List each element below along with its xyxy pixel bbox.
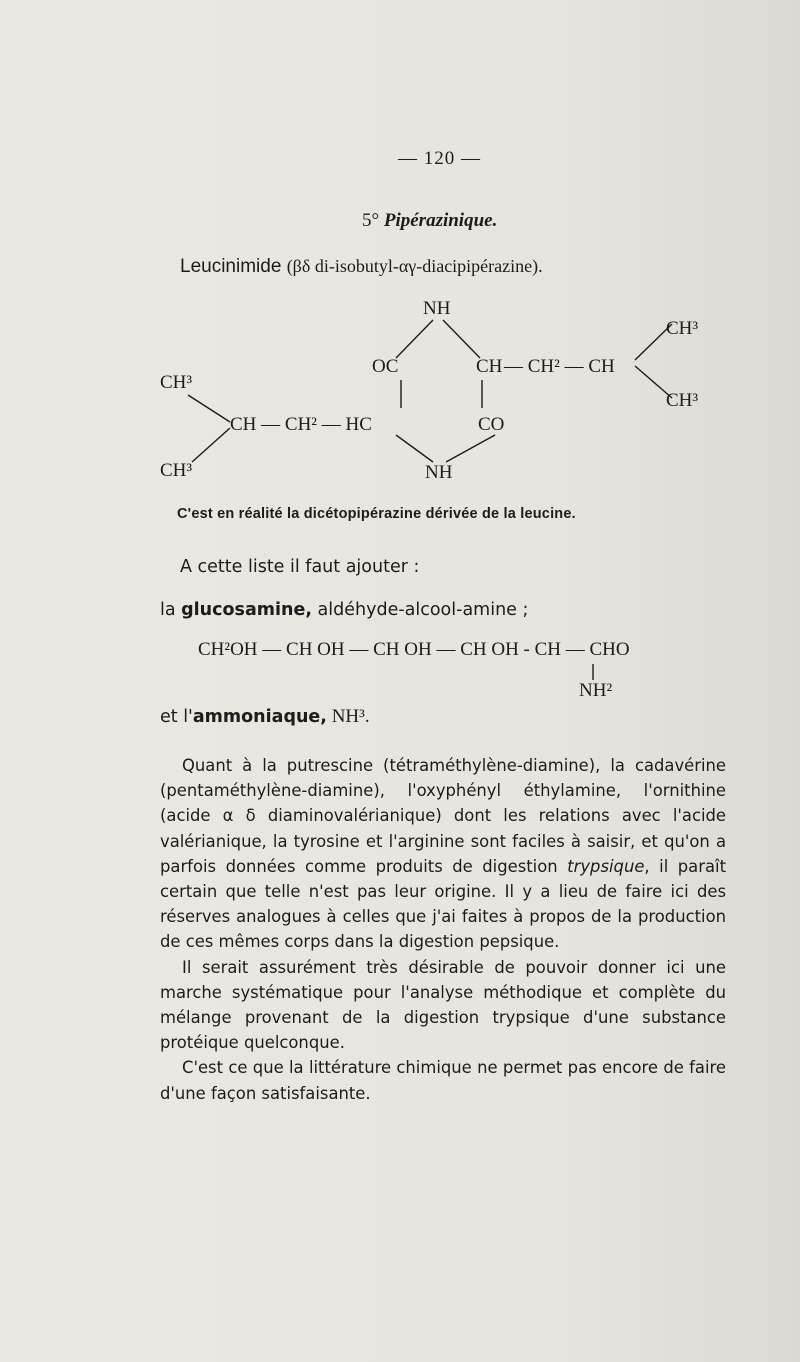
oc-label: OC bbox=[372, 356, 399, 377]
paragraph-conclusion: C'est ce que la littérature chimique ne permet pas encore de faire d'une façon satisfaisante. bbox=[160, 1058, 726, 1103]
ammonia-name: ammoniaque, bbox=[192, 707, 327, 727]
structure-caption: C'est en réalité la dicétopipérazine dérivée de la leucine. bbox=[177, 506, 576, 522]
bond-lines bbox=[188, 320, 672, 462]
glucosamine-suffix: aldéhyde-alcool-amine ; bbox=[311, 600, 529, 620]
ch-ring-label: CH bbox=[476, 356, 503, 377]
glucosamine-name: glucosamine, bbox=[181, 600, 312, 620]
section-title: Pipérazinique. bbox=[383, 210, 498, 231]
co-label: CO bbox=[478, 414, 505, 435]
ammonia-formula: NH³. bbox=[326, 706, 370, 727]
left-chain-label: CH — CH² — HC bbox=[230, 414, 372, 435]
glucosamine-line bbox=[160, 600, 528, 620]
glucosamine-nh2: NH² bbox=[579, 680, 613, 701]
ch3-right-top-label: CH³ bbox=[666, 318, 699, 339]
body-text bbox=[160, 753, 726, 1106]
section-heading bbox=[362, 210, 497, 232]
paragraph-analysis: Il serait assurément très désirable de pouvoir donner ici une marche systématique pour l'analyse méthodique et complète du mélange provenant de la digestion trypsique d'une substance protéique quelconque. bbox=[160, 957, 726, 1053]
ammonia-prefix: et l' bbox=[160, 707, 193, 727]
glucosamine-formula: CH²OH — CH OH — CH OH — CH OH - CH — CHO bbox=[198, 639, 630, 660]
compound-name: Leucinimide bbox=[180, 256, 282, 277]
nh-top-label: NH bbox=[423, 298, 451, 319]
intro-line: A cette liste il faut ajouter : bbox=[180, 557, 420, 577]
ch3-right-bottom-label: CH³ bbox=[666, 390, 699, 411]
compound-heading bbox=[180, 256, 543, 278]
compound-systematic-name: (βδ di-isobutyl-αγ-diacipipérazine). bbox=[286, 256, 543, 276]
ammonia-line bbox=[160, 706, 370, 728]
nh-bottom-label: NH bbox=[425, 462, 453, 483]
paragraph-putrescine: Quant à la putrescine (tétraméthylène-diamine), la cadavérine (pentaméthylène-diamine), l'oxyphényl éthylamine, l'ornithine (acide α δ diaminovalérianique) dont les relations avec l'acide valérianique, la tyrosine et l'arginine sont faciles à saisir, et qu'on a parfois données comme produits de digestion trypsique, il paraît certain que telle n'est pas leur origine. Il y a lieu de faire ici des réserves analogues à celles que j'ai faites à propos de la production de ces mêmes corps dans la digestion pepsique. bbox=[160, 756, 726, 952]
glucosamine-bond-line bbox=[590, 664, 596, 680]
right-chain-label: — CH² — CH bbox=[504, 356, 615, 377]
page-number: — 120 — bbox=[398, 148, 481, 169]
glucosamine-prefix: la bbox=[160, 600, 182, 620]
section-number: 5° bbox=[362, 210, 380, 231]
leucinimide-structure-diagram bbox=[150, 290, 730, 490]
ch3-left-top-label: CH³ bbox=[160, 372, 193, 393]
ch3-left-bottom-label: CH³ bbox=[160, 460, 193, 481]
